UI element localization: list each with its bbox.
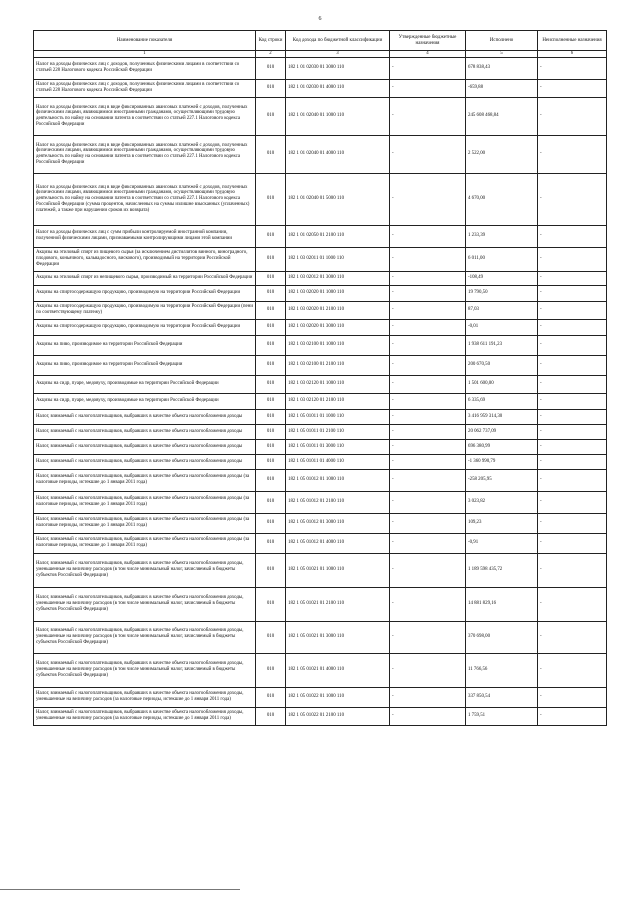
row-approved: - (390, 355, 466, 375)
row-executed: 19 790,50 (466, 285, 538, 301)
row-executed: -108,49 (466, 271, 538, 285)
row-unexecuted: - (538, 424, 607, 439)
row-approved: - (390, 439, 466, 454)
table-row (34, 393, 607, 409)
row-line-code: 010 (256, 271, 286, 285)
table-row (34, 375, 607, 393)
row-name: Налог, взимаемый с налогоплательщиков, выбравших в качестве объекта налогообложения доходы (за налоговые периоды, истекшие до 1 января 2011 года) (34, 533, 256, 553)
header-line-code: Код строки (256, 31, 286, 51)
row-executed: 1 501 600,00 (466, 375, 538, 393)
row-executed: 337 850,54 (466, 687, 538, 707)
row-unexecuted: - (538, 355, 607, 375)
row-name: Налог, взимаемый с налогоплательщиков, выбравших в качестве объекта налогообложения доходы, уменьшенные на величину расходов (в том числе минимальный налог, зачисляемый в бюджеты субъектов Российской Федерации) (34, 553, 256, 587)
row-name: Налог, взимаемый с налогоплательщиков, выбравших в качестве объекта налогообложения доходы (за налоговые периоды, истекшие до 1 января 2011 года) (34, 513, 256, 533)
row-name: Налог на доходы физических лиц в виде фиксированных авансовых платежей с доходов, полученных физическими лицами, являющимися иностранными гражданами, осуществляющими трудовую деятельность по найму на основании патента в соответствии со статьей 227.1 Налогового кодекса Российской Федерации (34, 97, 256, 135)
row-income-code: 182 1 03 02100 01 1000 110 (286, 335, 390, 355)
row-line-code: 010 (256, 375, 286, 393)
row-name: Налог на доходы физических лиц с сумм прибыли контролируемой иностранной компании, полученной физическими лицами, признаваемыми контролирующими лицами этой компании (34, 225, 256, 247)
row-income-code: 182 1 03 02100 01 2100 110 (286, 355, 390, 375)
row-approved: - (390, 454, 466, 469)
row-line-code: 010 (256, 653, 286, 687)
row-unexecuted: - (538, 375, 607, 393)
row-income-code: 182 1 05 01011 01 4000 110 (286, 454, 390, 469)
row-approved: - (390, 285, 466, 301)
column-number: 5 (466, 51, 538, 58)
row-line-code: 010 (256, 79, 286, 97)
row-income-code: 182 1 05 01012 01 4000 110 (286, 533, 390, 553)
table-row (34, 553, 607, 587)
row-approved: - (390, 79, 466, 97)
table-row (34, 135, 607, 173)
row-unexecuted: - (538, 439, 607, 454)
row-unexecuted: - (538, 319, 607, 335)
row-unexecuted: - (538, 513, 607, 533)
row-approved: - (390, 335, 466, 355)
row-income-code: 182 1 01 02050 01 2100 110 (286, 225, 390, 247)
table-row (34, 533, 607, 553)
row-approved: - (390, 587, 466, 621)
row-unexecuted: - (538, 57, 607, 79)
row-income-code: 182 1 05 01012 01 1000 110 (286, 469, 390, 491)
row-approved: - (390, 225, 466, 247)
row-income-code: 182 1 01 02040 01 4000 110 (286, 135, 390, 173)
row-executed: 1 759,51 (466, 707, 538, 725)
row-unexecuted: - (538, 271, 607, 285)
row-executed: 370 698,00 (466, 621, 538, 653)
row-name: Акцизы на сидр, пуаре, медовуху, производимые на территории Российской Федерации (34, 393, 256, 409)
row-approved: - (390, 707, 466, 725)
table-row (34, 97, 607, 135)
table-row (34, 173, 607, 225)
header-unexecuted: Неисполненные назначения (538, 31, 607, 51)
table-row (34, 225, 607, 247)
row-income-code: 182 1 03 02020 01 1000 110 (286, 285, 390, 301)
row-executed: 245 608 468,84 (466, 97, 538, 135)
budget-execution-table (33, 30, 607, 726)
row-approved: - (390, 393, 466, 409)
table-row (34, 653, 607, 687)
row-unexecuted: - (538, 225, 607, 247)
row-unexecuted: - (538, 409, 607, 424)
row-line-code: 010 (256, 454, 286, 469)
row-unexecuted: - (538, 707, 607, 725)
row-executed: 678 838,43 (466, 57, 538, 79)
row-income-code: 182 1 05 01021 01 1000 110 (286, 553, 390, 587)
row-name: Налог, взимаемый с налогоплательщиков, выбравших в качестве объекта налогообложения доходы, уменьшенные на величину расходов (за налоговые периоды, истекшие до 1 января 2011 года) (34, 687, 256, 707)
row-line-code: 010 (256, 621, 286, 653)
row-unexecuted: - (538, 135, 607, 173)
row-name: Акцизы на спиртосодержащую продукцию, производимую на территории Российской Федерации (34, 285, 256, 301)
column-number: 3 (286, 51, 390, 58)
row-executed: 1 938 611 191,23 (466, 335, 538, 355)
row-executed: 6 335,69 (466, 393, 538, 409)
row-unexecuted: - (538, 587, 607, 621)
row-name: Налог, взимаемый с налогоплательщиков, выбравших в качестве объекта налогообложения доходы (34, 409, 256, 424)
row-line-code: 010 (256, 491, 286, 513)
row-executed: -1 360 990,79 (466, 454, 538, 469)
row-name: Налог на доходы физических лиц с доходов, полученных физическими лицами в соответствии со статьей 228 Налогового кодекса Российской Федерации (34, 79, 256, 97)
row-approved: - (390, 173, 466, 225)
header-name: Наименование показателя (34, 31, 256, 51)
row-income-code: 182 1 05 01022 01 2100 110 (286, 707, 390, 725)
column-number: 4 (390, 51, 466, 58)
header-approved: Утвержденные бюджетные назначения (390, 31, 466, 51)
row-executed: 200 670,50 (466, 355, 538, 375)
row-approved: - (390, 553, 466, 587)
row-name: Налог, взимаемый с налогоплательщиков, выбравших в качестве объекта налогообложения доходы (34, 424, 256, 439)
row-income-code: 182 1 05 01011 01 2100 110 (286, 424, 390, 439)
table-row (34, 513, 607, 533)
row-income-code: 182 1 03 02120 01 2100 110 (286, 393, 390, 409)
row-line-code: 010 (256, 173, 286, 225)
row-line-code: 010 (256, 687, 286, 707)
row-approved: - (390, 469, 466, 491)
row-line-code: 010 (256, 301, 286, 319)
header-income-code: Код дохода по бюджетной классификации (286, 31, 390, 51)
row-unexecuted: - (538, 79, 607, 97)
row-name: Налог на доходы физических лиц в виде фиксированных авансовых платежей с доходов, полученных физическими лицами, являющимися иностранными гражданами, осуществляющими трудовую деятельность по найму на основании патента в соответствии со статьей 227.1 Налогового кодекса Российской Федерации (34, 135, 256, 173)
row-income-code: 182 1 05 01012 01 3000 110 (286, 513, 390, 533)
row-executed: 4 670,00 (466, 173, 538, 225)
table-row (34, 285, 607, 301)
row-name: Акцизы на сидр, пуаре, медовуху, производимые на территории Российской Федерации (34, 375, 256, 393)
row-line-code: 010 (256, 707, 286, 725)
row-income-code: 182 1 03 02012 01 3000 110 (286, 271, 390, 285)
row-executed: 3 416 959 314,30 (466, 409, 538, 424)
row-unexecuted: - (538, 335, 607, 355)
column-number: 1 (34, 51, 256, 58)
row-income-code: 182 1 03 02011 01 1000 110 (286, 247, 390, 271)
row-unexecuted: - (538, 469, 607, 491)
row-approved: - (390, 375, 466, 393)
row-line-code: 010 (256, 409, 286, 424)
table-row (34, 439, 607, 454)
row-executed: -659,88 (466, 79, 538, 97)
row-unexecuted: - (538, 173, 607, 225)
table-row (34, 271, 607, 285)
row-line-code: 010 (256, 439, 286, 454)
row-executed: 1 189 598 435,72 (466, 553, 538, 587)
table-row (34, 335, 607, 355)
page-number: 6 (318, 16, 322, 22)
row-unexecuted: - (538, 454, 607, 469)
row-approved: - (390, 687, 466, 707)
row-name: Налог на доходы физических лиц в виде фиксированных авансовых платежей с доходов, полученных физическими лицами, являющимися иностранными гражданами, осуществляющими трудовую деятельность по найму на основании патента в соответствии со статьей 227.1 Налогового кодекса Российской Федерации (сумма процентов, начисленных на суммы излишне взысканных (уплаченных) платежей, а также при нарушении сроков их возврата) (34, 173, 256, 225)
row-unexecuted: - (538, 97, 607, 135)
row-executed: 20 062 737,09 (466, 424, 538, 439)
row-income-code: 182 1 01 02040 01 5000 110 (286, 173, 390, 225)
row-approved: - (390, 621, 466, 653)
row-executed: 11 766,56 (466, 653, 538, 687)
row-line-code: 010 (256, 97, 286, 135)
row-line-code: 010 (256, 319, 286, 335)
row-approved: - (390, 491, 466, 513)
column-numbers-row (34, 51, 607, 58)
row-name: Налог, взимаемый с налогоплательщиков, выбравших в качестве объекта налогообложения доходы (34, 439, 256, 454)
row-line-code: 010 (256, 135, 286, 173)
row-unexecuted: - (538, 393, 607, 409)
row-income-code: 182 1 03 02020 01 3000 110 (286, 319, 390, 335)
table-body (34, 57, 607, 725)
row-line-code: 010 (256, 355, 286, 375)
table-row (34, 301, 607, 319)
table-row (34, 355, 607, 375)
table-header-row (34, 31, 607, 51)
table-row (34, 57, 607, 79)
row-unexecuted: - (538, 301, 607, 319)
row-approved: - (390, 533, 466, 553)
row-approved: - (390, 97, 466, 135)
row-name: Акцизы на этиловый спирт из непищевого сырья, производимый на территории Российской Федерации (34, 271, 256, 285)
row-income-code: 182 1 05 01022 01 1000 110 (286, 687, 390, 707)
row-unexecuted: - (538, 653, 607, 687)
row-executed: -258 205,95 (466, 469, 538, 491)
row-income-code: 182 1 05 01011 01 1000 110 (286, 409, 390, 424)
table-row (34, 707, 607, 725)
row-approved: - (390, 513, 466, 533)
row-name: Налог на доходы физических лиц с доходов, полученных физическими лицами в соответствии со статьей 228 Налогового кодекса Российской Федерации (34, 57, 256, 79)
row-income-code: 182 1 05 01021 01 2100 110 (286, 587, 390, 621)
row-name: Налог, взимаемый с налогоплательщиков, выбравших в качестве объекта налогообложения доходы, уменьшенные на величину расходов (за налоговые периоды, истекшие до 1 января 2011 года) (34, 707, 256, 725)
table-row (34, 247, 607, 271)
row-executed: -0,01 (466, 319, 538, 335)
row-line-code: 010 (256, 225, 286, 247)
row-unexecuted: - (538, 533, 607, 553)
row-executed: 14 881 829,16 (466, 587, 538, 621)
row-approved: - (390, 424, 466, 439)
table-row (34, 409, 607, 424)
row-unexecuted: - (538, 247, 607, 271)
row-line-code: 010 (256, 247, 286, 271)
table-row (34, 491, 607, 513)
row-approved: - (390, 409, 466, 424)
row-name: Акцизы на пиво, производимое на территории Российской Федерации (34, 335, 256, 355)
column-number: 6 (538, 51, 607, 58)
row-executed: 87,03 (466, 301, 538, 319)
row-income-code: 182 1 01 02040 01 1000 110 (286, 97, 390, 135)
row-name: Акцизы на этиловый спирт из пищевого сырья (за исключением дистиллятов винного, виноградного, плодового, коньячного, кальвадосного, вискового), производимый на территории Российской Федерации (34, 247, 256, 271)
table-row (34, 621, 607, 653)
row-income-code: 182 1 05 01012 01 2100 110 (286, 491, 390, 513)
row-name: Акцизы на пиво, производимое на территории Российской Федерации (34, 355, 256, 375)
row-line-code: 010 (256, 513, 286, 533)
row-approved: - (390, 271, 466, 285)
row-approved: - (390, 301, 466, 319)
row-line-code: 010 (256, 285, 286, 301)
row-name: Налог, взимаемый с налогоплательщиков, выбравших в качестве объекта налогообложения доходы (за налоговые периоды, истекшие до 1 января 2011 года) (34, 469, 256, 491)
row-name: Налог, взимаемый с налогоплательщиков, выбравших в качестве объекта налогообложения доходы (34, 454, 256, 469)
table-row (34, 319, 607, 335)
row-income-code: 182 1 05 01021 01 4000 110 (286, 653, 390, 687)
row-unexecuted: - (538, 687, 607, 707)
row-executed: 109,23 (466, 513, 538, 533)
row-income-code: 182 1 01 02030 01 3000 110 (286, 57, 390, 79)
row-approved: - (390, 319, 466, 335)
row-approved: - (390, 57, 466, 79)
row-income-code: 182 1 03 02120 01 1000 110 (286, 375, 390, 393)
table-row (34, 687, 607, 707)
row-income-code: 182 1 01 02030 01 4000 110 (286, 79, 390, 97)
footer-divider (0, 889, 240, 890)
row-income-code: 182 1 05 01021 01 3000 110 (286, 621, 390, 653)
row-executed: -0,91 (466, 533, 538, 553)
table-row (34, 454, 607, 469)
row-unexecuted: - (538, 285, 607, 301)
row-income-code: 182 1 05 01011 01 3000 110 (286, 439, 390, 454)
row-income-code: 182 1 03 02020 01 2100 110 (286, 301, 390, 319)
row-approved: - (390, 135, 466, 173)
row-line-code: 010 (256, 553, 286, 587)
row-name: Акцизы на спиртосодержащую продукцию, производимую на территории Российской Федерации (34, 319, 256, 335)
row-executed: 696 380,99 (466, 439, 538, 454)
row-approved: - (390, 247, 466, 271)
header-executed: Исполнено (466, 31, 538, 51)
table-row (34, 469, 607, 491)
row-line-code: 010 (256, 424, 286, 439)
row-line-code: 010 (256, 533, 286, 553)
row-approved: - (390, 653, 466, 687)
row-unexecuted: - (538, 621, 607, 653)
row-unexecuted: - (538, 553, 607, 587)
row-unexecuted: - (538, 491, 607, 513)
row-executed: 1 233,39 (466, 225, 538, 247)
row-name: Налог, взимаемый с налогоплательщиков, выбравших в качестве объекта налогообложения доходы, уменьшенные на величину расходов (в том числе минимальный налог, зачисляемый в бюджеты субъектов Российской Федерации) (34, 587, 256, 621)
row-name: Налог, взимаемый с налогоплательщиков, выбравших в качестве объекта налогообложения доходы, уменьшенные на величину расходов (в том числе минимальный налог, зачисляемый в бюджеты субъектов Российской Федерации) (34, 653, 256, 687)
row-name: Налог, взимаемый с налогоплательщиков, выбравших в качестве объекта налогообложения доходы, уменьшенные на величину расходов (в том числе минимальный налог, зачисляемый в бюджеты субъектов Российской Федерации) (34, 621, 256, 653)
row-name: Акцизы на спиртосодержащую продукцию, производимую на территории Российской Федерации (пени по соответствующему платежу) (34, 301, 256, 319)
row-line-code: 010 (256, 393, 286, 409)
table-row (34, 424, 607, 439)
table-row (34, 587, 607, 621)
row-executed: 6 011,00 (466, 247, 538, 271)
row-line-code: 010 (256, 587, 286, 621)
row-executed: 3 023,82 (466, 491, 538, 513)
row-line-code: 010 (256, 57, 286, 79)
table-row (34, 79, 607, 97)
row-name: Налог, взимаемый с налогоплательщиков, выбравших в качестве объекта налогообложения доходы (за налоговые периоды, истекшие до 1 января 2011 года) (34, 491, 256, 513)
row-line-code: 010 (256, 469, 286, 491)
row-line-code: 010 (256, 335, 286, 355)
row-executed: 2 522,00 (466, 135, 538, 173)
column-number: 2 (256, 51, 286, 58)
